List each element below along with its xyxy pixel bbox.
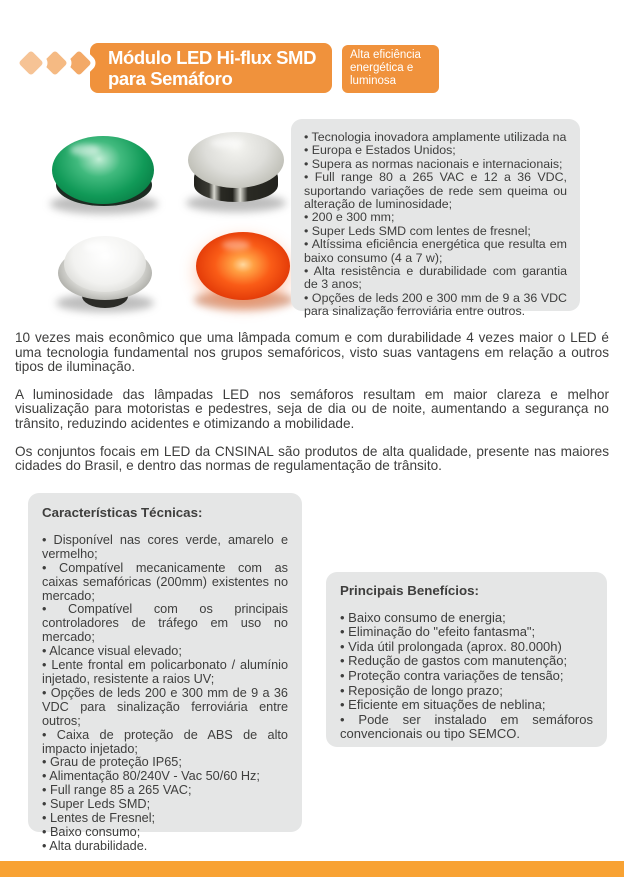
intro-item: • Full range 80 a 265 VAC e 12 a 36 VDC, suportando variações de rede sem queima ou alteração de luminosidade;: [304, 170, 567, 212]
page-title-line-1: Módulo LED Hi-flux SMD: [108, 47, 317, 68]
intro-item: • Tecnologia inovadora amplamente utilizada na: [304, 130, 567, 144]
tech-item: • Full range 85 a 265 VAC;: [42, 783, 192, 798]
tech-item: • Baixo consumo;: [42, 824, 141, 839]
lens-highlight: [70, 144, 100, 156]
led-module-silver: [182, 130, 290, 216]
body-paragraph-3: Os conjuntos focais em LED da CNSINAL são produtos de alta qualidade, presente nas maiores cidades do Brasil, e dentro das normas de regulamentação de trânsito.: [15, 443, 609, 474]
led-module-green: [48, 136, 160, 218]
footer-bar: [0, 861, 624, 877]
tech-item: • Super Leds SMD;: [42, 797, 151, 812]
badge-box: [342, 45, 439, 93]
body-paragraph-2: A luminosidade das lâmpadas LED nos semáforos resultam em maior clareza e melhor visualização para motoristas e pedestres, seja de dia ou de noite, aumentando a segurança no trânsito, reduzindo acidentes e otimizando a mobilidade.: [15, 386, 609, 431]
benefit-item: • Redução de gastos com manutenção;: [340, 653, 568, 669]
page-title-line-2: para Semáforo: [108, 68, 233, 89]
intro-item: • Super Leds SMD com lentes de fresnel;: [304, 223, 531, 238]
lens-highlight: [222, 240, 250, 250]
benefit-item: • Vida útil prolongada (aprox. 80.000h): [340, 638, 562, 654]
tech-box-title: Características Técnicas:: [42, 505, 203, 520]
benefits-box-title: Principais Benefícios:: [340, 583, 479, 598]
led-module-red: [188, 230, 298, 314]
tech-item: • Disponível nas cores verde, amarelo e vermelho;: [42, 532, 288, 561]
tech-item: • Alcance visual elevado;: [42, 644, 182, 659]
intro-item: • Alta resistência e durabilidade com garantia de 3 anos;: [304, 264, 567, 292]
title-bar: [90, 43, 332, 93]
benefit-item: • Eficiente em situações de neblina;: [340, 697, 546, 713]
tech-item: • Lentes de Fresnel;: [42, 811, 156, 826]
benefit-item: • Pode ser instalado em semáforos convencionais ou tipo SEMCO.: [340, 711, 593, 742]
intro-feature-box: [291, 119, 580, 319]
intro-item: • Opções de leds 200 e 300 mm de 9 a 36 VDC para sinalização ferroviária entre outros.: [304, 290, 567, 319]
intro-item: • 200 e 300 mm;: [304, 210, 395, 225]
benefits-box: [326, 572, 607, 747]
benefit-item: • Reposição de longo prazo;: [340, 682, 503, 698]
badge-text: Alta eficiência energética e luminosa: [350, 49, 421, 87]
tech-item: • Alimentação 80/240V - Vac 50/60 Hz;: [42, 769, 260, 784]
tech-item: • Alta durabilidade.: [42, 838, 148, 853]
intro-item: • Europa e Estados Unidos;: [304, 143, 456, 158]
tech-item: • Lente frontal em policarbonato / alumínio injetado, resistente a raios UV;: [42, 658, 288, 686]
tech-item: • Compatível com os principais controladores de tráfego em uso no mercado;: [42, 602, 288, 645]
tech-item: • Grau de proteção IP65;: [42, 755, 182, 770]
tech-item: • Opções de leds 200 e 300 mm de 9 a 36 VDC para sinalização ferroviária entre outros;: [42, 685, 288, 728]
tech-item: • Compatível mecanicamente com as caixas semafóricas (200mm) existentes no mercado;: [42, 560, 288, 603]
intro-item: • Supera as normas nacionais e internacionais;: [304, 156, 563, 171]
body-copy: [15, 331, 609, 487]
lens-highlight: [210, 138, 244, 148]
benefit-item: • Baixo consumo de energia;: [340, 609, 506, 625]
intro-item: • Altíssima eficiência energética que resulta em baixo consumo (4 a 7 w);: [304, 237, 567, 265]
tech-item: • Caixa de proteção de ABS de alto impacto injetado;: [42, 727, 288, 756]
lens-highlight: [84, 242, 110, 252]
benefit-item: • Eliminação do "efeito fantasma";: [340, 624, 536, 640]
diamond-icon: [11, 43, 51, 83]
led-module-white: [54, 236, 156, 316]
green-lens: [52, 136, 154, 204]
body-paragraph-1: 10 vezes mais econômico que uma lâmpada comum e com durabilidade 4 vezes maior o LED é uma tecnologia fundamental nos grupos semafóricos, visto suas vantagens em relação a outros tipos de iluminação.: [15, 330, 609, 375]
benefit-item: • Proteção contra variações de tensão;: [340, 667, 564, 683]
tech-box: [28, 493, 302, 853]
product-photo: [30, 122, 290, 317]
